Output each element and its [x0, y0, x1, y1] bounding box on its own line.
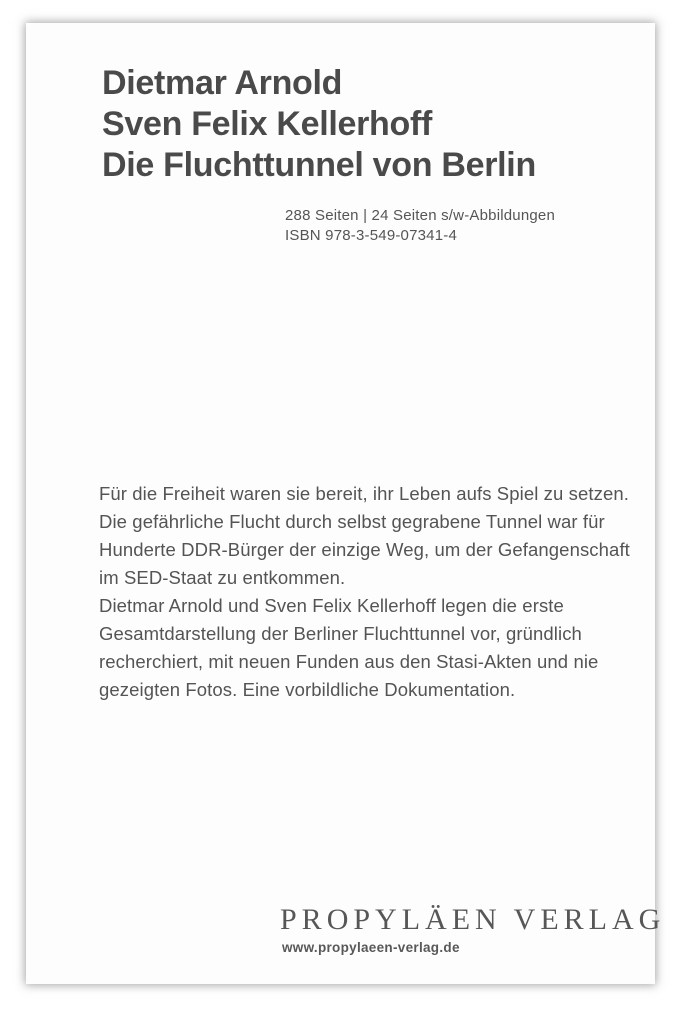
- pages-info: 288 Seiten | 24 Seiten s/w-Abbildungen: [285, 207, 556, 224]
- publisher-block: [280, 903, 665, 955]
- book-info-page: [26, 23, 666, 984]
- description-line: Die gefährliche Flucht durch selbst gegrabene Tunnel war für: [99, 511, 605, 532]
- author-name-line-2: Sven Felix Kellerhoff: [102, 105, 433, 143]
- publisher-website: www.propylaeen-verlag.de: [282, 940, 460, 955]
- description-line: Gesamtdarstellung der Berliner Fluchttunnel vor, gründlich: [99, 623, 582, 644]
- book-description: [99, 480, 630, 704]
- description-line: gezeigten Fotos. Eine vorbildliche Dokumentation.: [99, 679, 516, 700]
- title-block: [102, 63, 536, 186]
- description-line: recherchiert, mit neuen Funden aus den Stasi-Akten und nie: [99, 651, 599, 672]
- description-line: im SED-Staat zu entkommen.: [99, 567, 346, 588]
- description-line: Für die Freiheit waren sie bereit, ihr Leben aufs Spiel zu setzen.: [99, 483, 630, 504]
- author-name-line-1: Dietmar Arnold: [102, 64, 343, 102]
- isbn-number: ISBN 978-3-549-07341-4: [285, 226, 458, 244]
- publisher-name: PROPYLÄEN VERLAG: [280, 903, 666, 936]
- edition-details: [285, 206, 555, 245]
- description-line: Dietmar Arnold und Sven Felix Kellerhoff legen die erste: [99, 595, 564, 616]
- book-title: Die Fluchttunnel von Berlin: [102, 146, 536, 184]
- description-line: Hunderte DDR-Bürger der einzige Weg, um der Gefangenschaft: [99, 539, 630, 560]
